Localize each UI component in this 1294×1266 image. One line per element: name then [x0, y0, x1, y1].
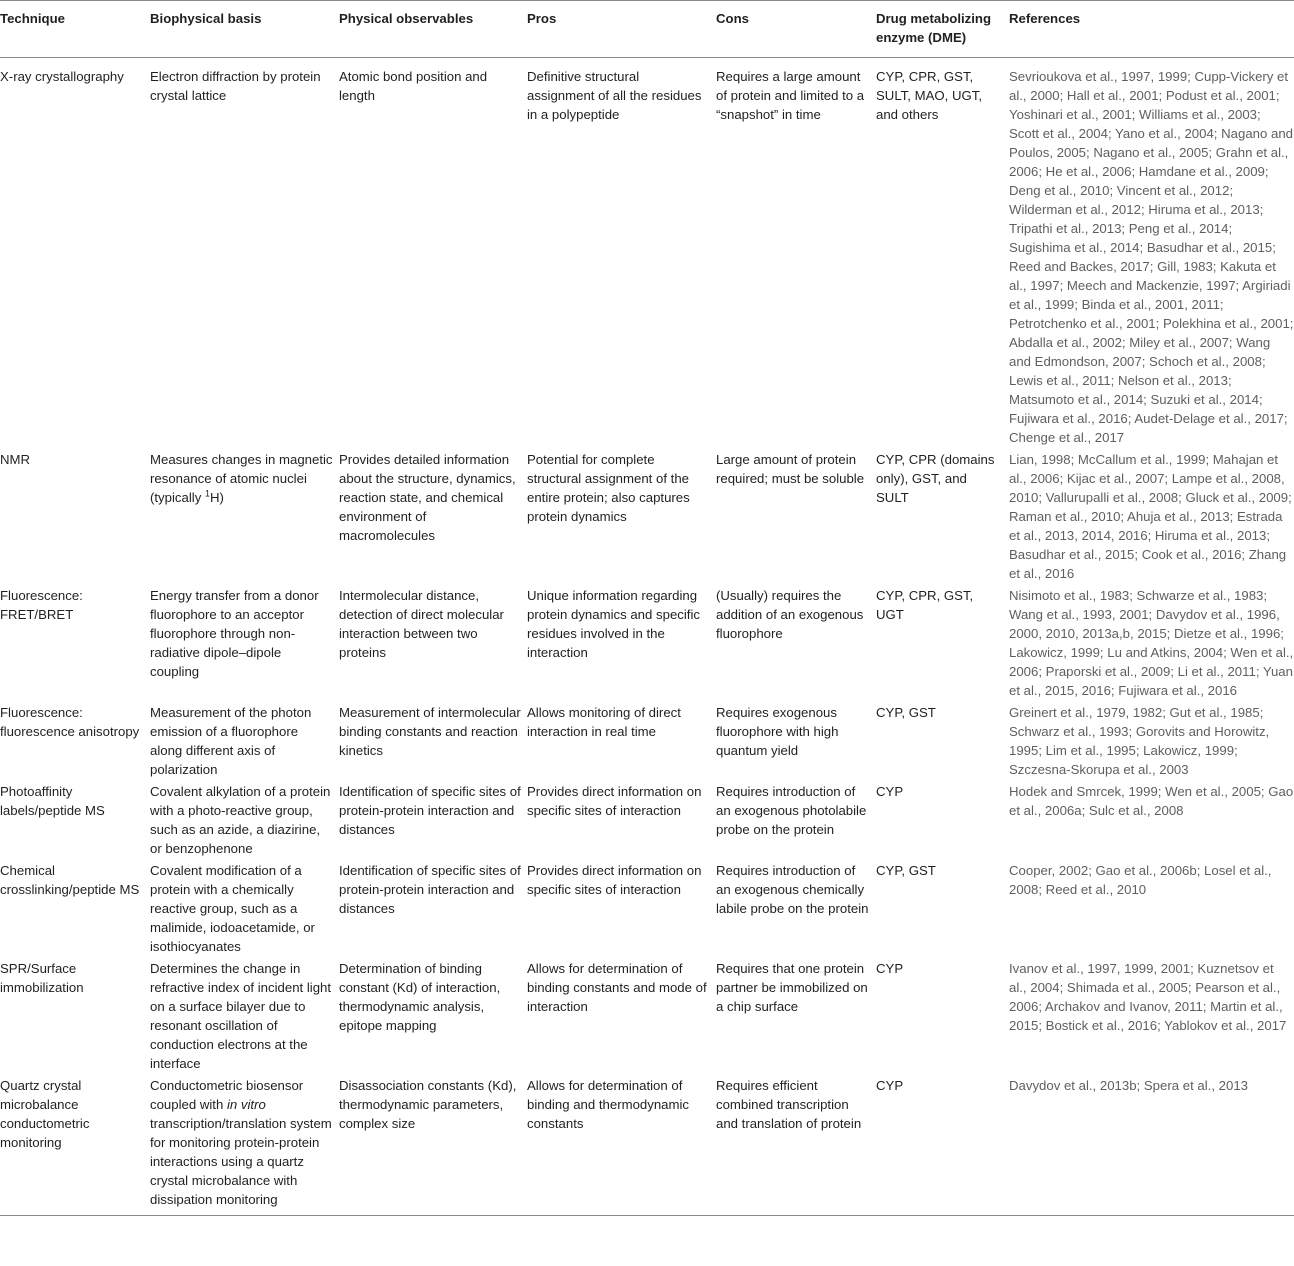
- table-row: [0, 583, 1294, 700]
- cell-basis: Covalent alkylation of a protein with a photo-reactive group, such as an azide, a diazirine, or benzophenone: [150, 784, 331, 856]
- cell-references: Cooper, 2002; Gao et al., 2006b; Losel et al., 2008; Reed et al., 2010: [1009, 863, 1272, 897]
- cell-basis: [150, 447, 339, 583]
- cell-technique: Fluorescence: FRET/BRET: [0, 588, 83, 622]
- table-row: [0, 956, 1294, 1073]
- cell-dme: CYP, GST: [876, 863, 936, 878]
- cell-references: Nisimoto et al., 1983; Schwarze et al., 1983; Wang et al., 1993, 2001; Davydov et al., 1996, 2000, 2010, 2013a,b, 2015; Dietze et al., 1996; Lakowicz, 1999; Lu and Atkins, 2004; Wen et al., 2006; Praporski et al., 2009; Li et al., 2011; Yuan et al., 2015, 2016; Fujiwara et al., 2016: [1009, 588, 1294, 698]
- cell-pros: Provides direct information on specific sites of interaction: [527, 784, 702, 818]
- cell-observables: Provides detailed information about the structure, dynamics, reaction state, and chemical environment of macromolecules: [339, 452, 516, 543]
- basis-italic: in vitro: [226, 1097, 266, 1112]
- header-technique: Technique: [0, 1, 150, 58]
- cell-observables: Measurement of intermolecular binding constants and reaction kinetics: [339, 705, 521, 758]
- cell-dme: CYP, GST: [876, 705, 936, 720]
- cell-technique: Fluorescence: fluorescence anisotropy: [0, 705, 140, 739]
- cell-cons: Large amount of protein required; must be soluble: [716, 452, 865, 486]
- header-observables: Physical observables: [339, 1, 527, 58]
- cell-cons: (Usually) requires the addition of an exogenous fluorophore: [716, 588, 864, 641]
- table-row: [0, 779, 1294, 858]
- header-cons: Cons: [716, 1, 876, 58]
- table-row: [0, 1073, 1294, 1216]
- header-references: References: [1009, 1, 1294, 58]
- cell-pros: Provides direct information on specific sites of interaction: [527, 863, 702, 897]
- cell-cons: Requires exogenous fluorophore with high quantum yield: [716, 705, 839, 758]
- cell-cons: Requires introduction of an exogenous photolabile probe on the protein: [716, 784, 867, 837]
- cell-dme: CYP: [876, 961, 904, 976]
- basis-text: Measures changes in magnetic resonance of atomic nuclei (typically: [150, 452, 333, 505]
- cell-references: Greinert et al., 1979, 1982; Gut et al., 1985; Schwarz et al., 1993; Gorovits and Horowitz, 1995; Lim et al., 1995; Lakowicz, 1999; Szczesna-Skorupa et al., 2003: [1009, 705, 1270, 777]
- header-pros: Pros: [527, 1, 716, 58]
- cell-technique: Photoaffinity labels/peptide MS: [0, 784, 105, 818]
- cell-cons: Requires a large amount of protein and limited to a “snapshot” in time: [716, 69, 865, 122]
- cell-basis: Electron diffraction by protein crystal lattice: [150, 69, 321, 103]
- header-basis: Biophysical basis: [150, 1, 339, 58]
- table-row: [0, 858, 1294, 956]
- table-row: [0, 58, 1294, 448]
- table-row: [0, 700, 1294, 779]
- cell-pros: Unique information regarding protein dynamics and specific residues involved in the interaction: [527, 588, 700, 660]
- cell-cons: Requires that one protein partner be immobilized on a chip surface: [716, 961, 868, 1014]
- cell-basis: Measurement of the photon emission of a fluorophore along different axis of polarization: [150, 705, 312, 777]
- cell-technique: Quartz crystal microbalance conductometric monitoring: [0, 1073, 150, 1216]
- superscript: 1: [204, 488, 210, 499]
- cell-dme: CYP: [876, 1073, 1009, 1216]
- cell-technique: NMR: [0, 452, 31, 467]
- cell-dme: CYP: [876, 784, 904, 799]
- cell-technique: X-ray crystallography: [0, 69, 124, 84]
- cell-pros: Definitive structural assignment of all the residues in a polypeptide: [527, 69, 702, 122]
- cell-observables: Disassociation constants (Kd), thermodynamic parameters, complex size: [339, 1073, 527, 1216]
- cell-observables: Intermolecular distance, detection of direct molecular interaction between two proteins: [339, 588, 504, 660]
- cell-references: Davydov et al., 2013b; Spera et al., 2013: [1009, 1073, 1294, 1216]
- cell-references: Ivanov et al., 1997, 1999, 2001; Kuznetsov et al., 2004; Shimada et al., 2005; Pearson et al., 2006; Archakov and Ivanov, 2011; Martin et al., 2015; Bostick et al., 2016; Yablokov et al., 2017: [1009, 961, 1287, 1033]
- table-row: [0, 447, 1294, 583]
- basis-text-end: H): [209, 490, 224, 505]
- cell-pros: Potential for complete structural assignment of the entire protein; also captures protein dynamics: [527, 452, 690, 524]
- cell-references: Lian, 1998; McCallum et al., 1999; Mahajan et al., 2006; Kijac et al., 2007; Lampe et al., 2008, 2010; Vallurupalli et al., 2008; Gluck et al., 2009; Raman et al., 2010; Ahuja et al., 2013; Estrada et al., 2013, 2014, 2016; Hiruma et al., 2013; Basudhar et al., 2015; Cook et al., 2016; Zhang et al., 2016: [1009, 452, 1292, 581]
- cell-dme: CYP, CPR, GST, UGT: [876, 588, 974, 622]
- cell-observables: Identification of specific sites of protein-protein interaction and distances: [339, 784, 521, 837]
- basis-text-end: transcription/translation system for monitoring protein-protein interactions using a quartz crystal microbalance with dissipation monitoring: [150, 1116, 332, 1207]
- cell-cons: Requires introduction of an exogenous chemically labile probe on the protein: [716, 863, 869, 916]
- cell-basis: [150, 1073, 339, 1216]
- cell-references: Sevrioukova et al., 1997, 1999; Cupp-Vickery et al., 2000; Hall et al., 2001; Podust et al., 2001; Yoshinari et al., 2001; Williams et al., 2003; Scott et al., 2004; Yano et al., 2004; Nagano and Poulos, 2005; Nagano et al., 2005; Grahn et al., 2006; He et al., 2006; Hamdane et al., 2009; Deng et al., 2010; Vincent et al., 2012; Wilderman et al., 2012; Hiruma et al., 2013; Tripathi et al., 2013; Peng et al., 2014; Sugishima et al., 2014; Basudhar et al., 2015; Reed and Backes, 2017; Gill, 1983; Kakuta et al., 1997; Meech and Mackenzie, 1997; Argiriadi et al., 1999; Binda et al., 2001, 2011; Petrotchenko et al., 2001; Polekhina et al., 2001; Abdalla et al., 2002; Miley et al., 2007; Wang and Edmondson, 2007; Schoch et al., 2008; Lewis et al., 2011; Nelson et al., 2013; Matsumoto et al., 2014; Suzuki et al., 2014; Fujiwara et al., 2016; Audet-Delage et al., 2017; Chenge et al., 2017: [1009, 69, 1294, 445]
- cell-basis: Covalent modification of a protein with a chemically reactive group, such as a malimide, iodoacetamide, or isothiocyanates: [150, 863, 315, 954]
- cell-pros: Allows for determination of binding and thermodynamic constants: [527, 1073, 716, 1216]
- basis-text: Conductometric biosensor coupled with: [150, 1078, 304, 1112]
- cell-cons: Requires efficient combined transcription and translation of protein: [716, 1073, 876, 1216]
- cell-basis: Energy transfer from a donor fluorophore to an acceptor fluorophore through non-radiative dipole–dipole coupling: [150, 588, 319, 679]
- cell-observables: Determination of binding constant (Kd) of interaction, thermodynamic analysis, epitope mapping: [339, 961, 501, 1033]
- cell-observables: Atomic bond position and length: [339, 69, 488, 103]
- cell-basis: Determines the change in refractive index of incident light on a surface bilayer due to resonant oscillation of conduction electrons at the interface: [150, 961, 332, 1071]
- cell-pros: Allows for determination of binding constants and mode of interaction: [527, 961, 707, 1014]
- header-dme: Drug metabolizing enzyme (DME): [876, 1, 1009, 58]
- cell-dme: CYP, CPR, GST, SULT, MAO, UGT, and others: [876, 69, 982, 122]
- cell-references: Hodek and Smrcek, 1999; Wen et al., 2005; Gao et al., 2006a; Sulc et al., 2008: [1009, 784, 1294, 818]
- cell-observables: Identification of specific sites of protein-protein interaction and distances: [339, 863, 521, 916]
- cell-dme: CYP, CPR (domains only), GST, and SULT: [876, 452, 995, 505]
- cell-technique: Chemical crosslinking/peptide MS: [0, 863, 140, 897]
- cell-pros: Allows monitoring of direct interaction in real time: [527, 705, 681, 739]
- header-row: [0, 1, 1294, 58]
- cell-technique: SPR/Surface immobilization: [0, 961, 84, 995]
